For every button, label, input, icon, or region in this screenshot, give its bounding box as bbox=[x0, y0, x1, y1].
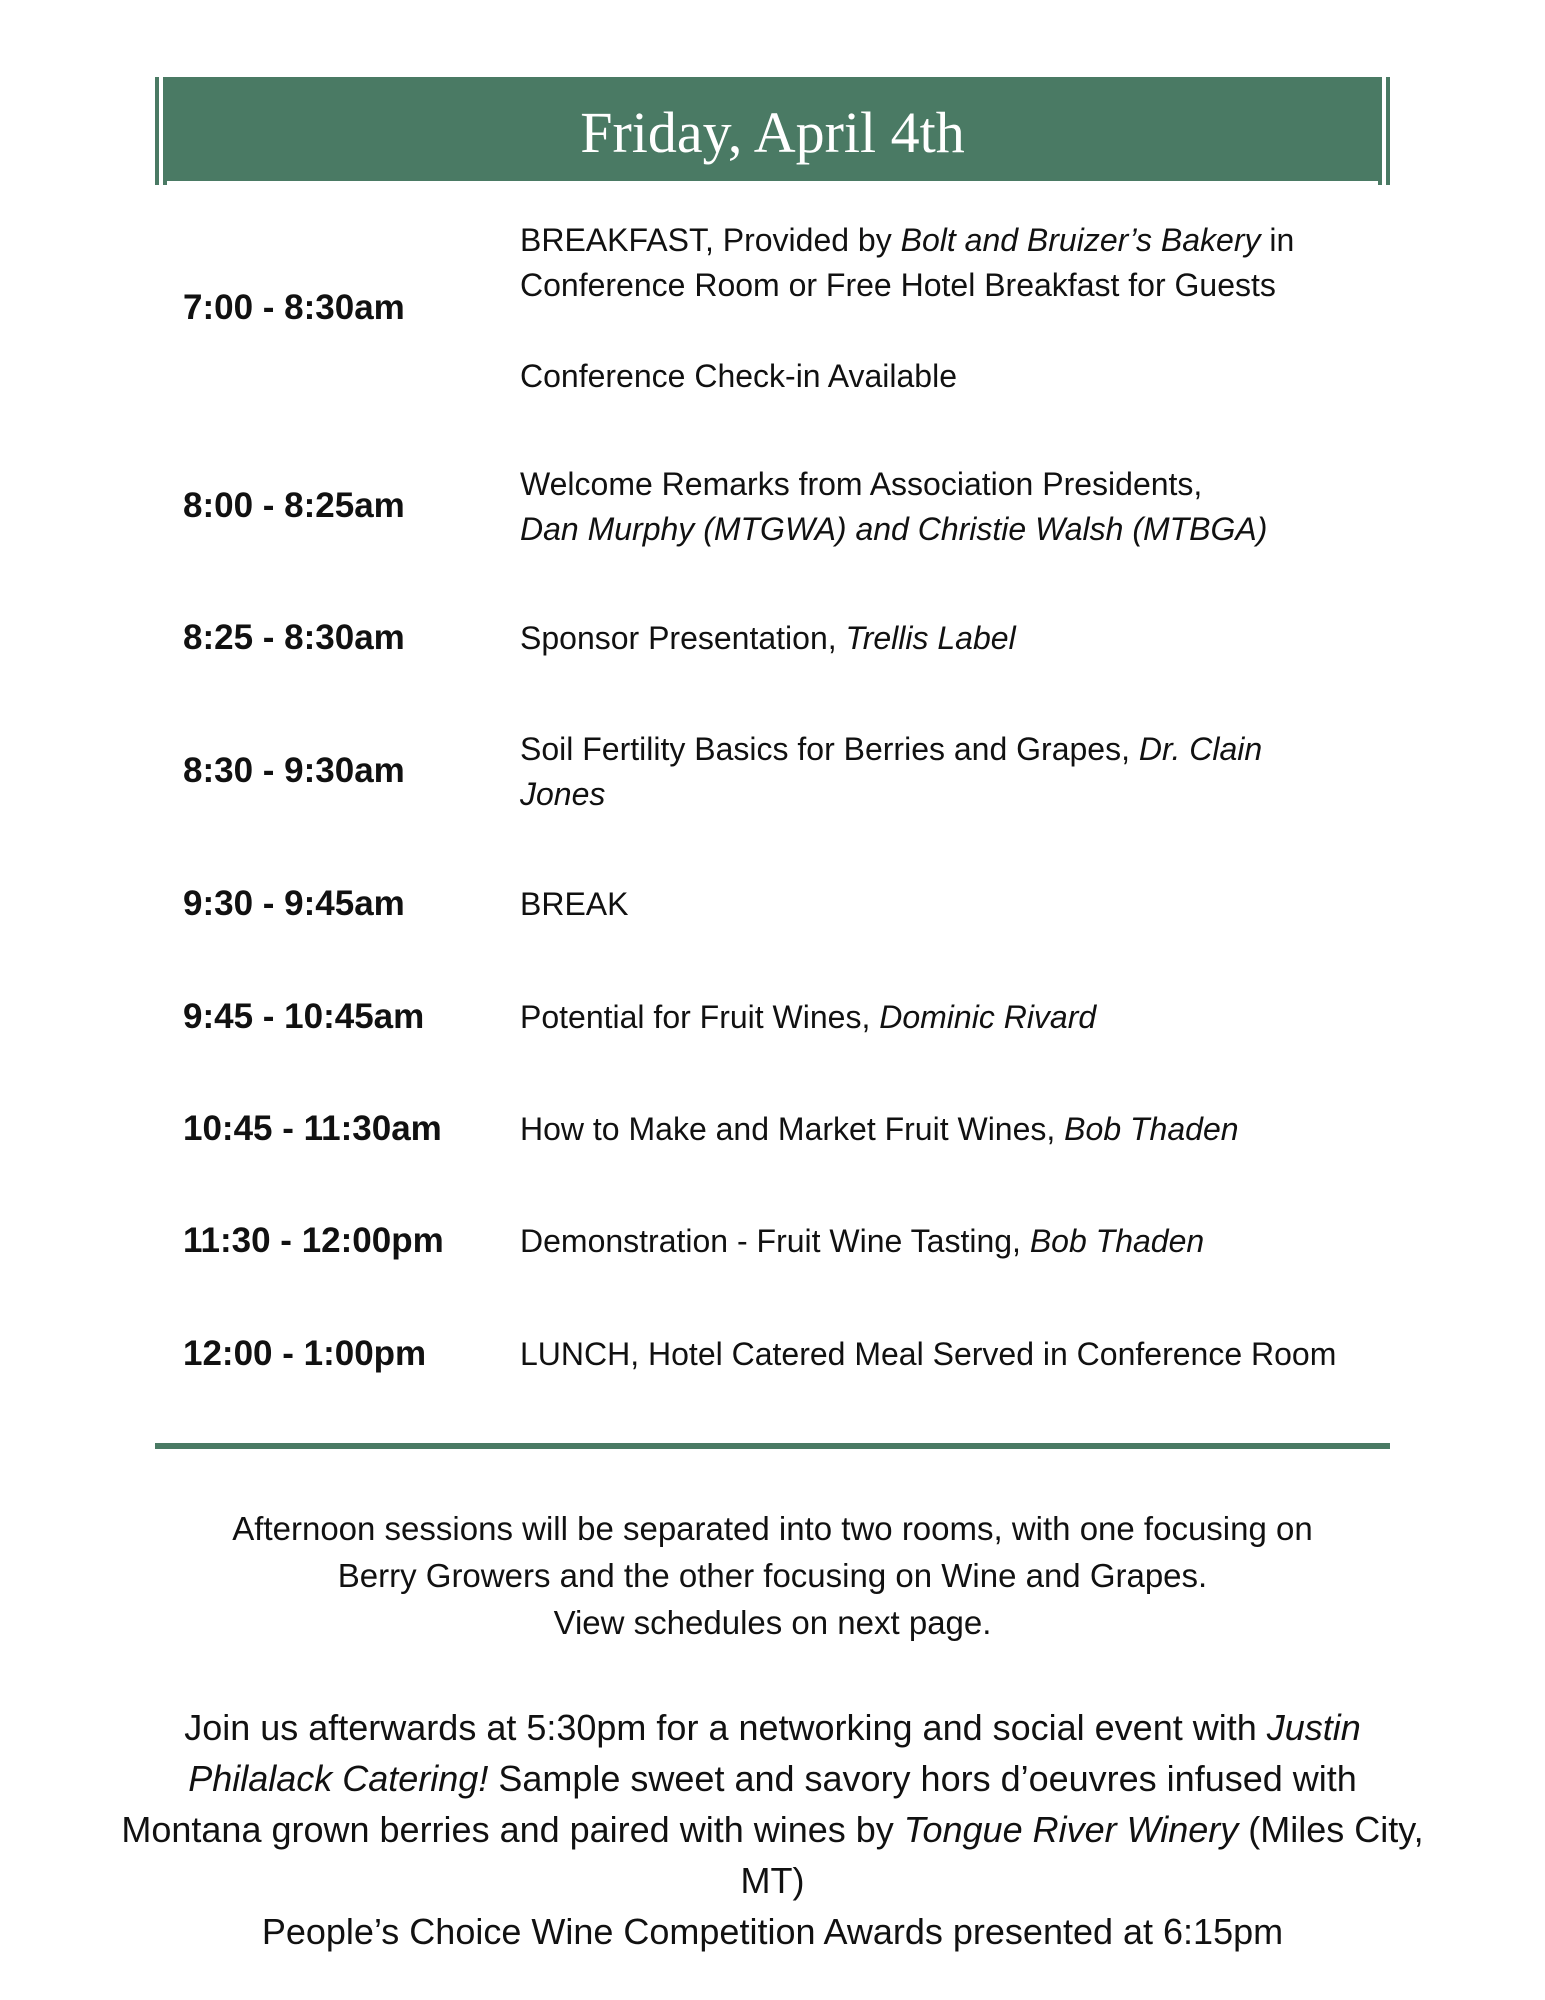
session-speakers: Dan Murphy (MTGWA) and Christie Walsh (MTBGA) bbox=[520, 511, 1268, 547]
session-description bbox=[520, 218, 1380, 308]
social-caterer: Justin Philalack Catering! bbox=[188, 1707, 1361, 1799]
session-description bbox=[520, 616, 1380, 661]
session-time: 8:30 - 9:30am bbox=[183, 751, 405, 790]
banner-left-rule bbox=[155, 77, 159, 185]
session-time: 7:00 - 8:30am bbox=[183, 288, 405, 327]
session-description: BREAK bbox=[520, 886, 629, 922]
session-title: Soil Fertility Basics for Berries and Grapes, bbox=[520, 731, 1139, 767]
page-title: Friday, April 4th bbox=[167, 77, 1378, 181]
afternoon-note-line: Berry Growers and the other focusing on Wine and Grapes. bbox=[337, 1557, 1208, 1594]
social-event-note bbox=[120, 1702, 1425, 1957]
day-header-banner bbox=[155, 77, 1390, 185]
session-time: 9:30 - 9:45am bbox=[183, 884, 405, 923]
session-speaker: Trellis Label bbox=[845, 620, 1016, 656]
session-provider: Bolt and Bruizer’s Bakery bbox=[900, 222, 1261, 258]
session-location: Conference Room or Free Hotel Breakfast for Guests bbox=[520, 267, 1276, 303]
banner-right-rule-inner bbox=[1378, 77, 1382, 185]
social-winery: Tongue River Winery bbox=[903, 1809, 1239, 1850]
session-description bbox=[520, 727, 1380, 817]
session-title: Potential for Fruit Wines, bbox=[520, 999, 880, 1035]
session-description bbox=[520, 462, 1380, 552]
afternoon-note-line: View schedules on next page. bbox=[553, 1604, 992, 1641]
afternoon-note bbox=[120, 1505, 1425, 1646]
session-time: 8:00 - 8:25am bbox=[183, 486, 405, 525]
checkin-note: Conference Check-in Available bbox=[520, 358, 957, 394]
session-speaker: Bob Thaden bbox=[1029, 1223, 1205, 1259]
session-title-tail: in bbox=[1260, 222, 1295, 258]
session-speaker: Dominic Rivard bbox=[879, 999, 1097, 1035]
social-intro: Join us afterwards at 5:30pm for a networking and social event with bbox=[184, 1707, 1267, 1748]
session-speaker: Bob Thaden bbox=[1064, 1111, 1239, 1147]
session-description bbox=[520, 1219, 1380, 1264]
section-divider bbox=[155, 1443, 1390, 1449]
banner-right-rule bbox=[1386, 77, 1390, 185]
session-title: Sponsor Presentation, bbox=[520, 620, 846, 656]
session-time: 9:45 - 10:45am bbox=[183, 997, 425, 1036]
session-time: 11:30 - 12:00pm bbox=[183, 1221, 444, 1260]
session-time: 8:25 - 8:30am bbox=[183, 618, 405, 657]
session-title: Welcome Remarks from Association Presidents, bbox=[520, 466, 1203, 502]
session-speaker-cont: Jones bbox=[520, 776, 606, 812]
session-description bbox=[520, 995, 1380, 1040]
session-title: BREAKFAST, Provided by bbox=[520, 222, 901, 258]
session-time: 12:00 - 1:00pm bbox=[183, 1334, 427, 1373]
session-speaker: Dr. Clain bbox=[1138, 731, 1263, 767]
banner-underline bbox=[167, 181, 1378, 185]
session-title: How to Make and Market Fruit Wines, bbox=[520, 1111, 1065, 1147]
social-location: (Miles City, MT) bbox=[740, 1809, 1424, 1901]
session-title: Demonstration - Fruit Wine Tasting, bbox=[520, 1223, 1030, 1259]
session-description bbox=[520, 1107, 1380, 1152]
session-time: 10:45 - 11:30am bbox=[183, 1109, 442, 1148]
awards-note: People’s Choice Wine Competition Awards presented at 6:15pm bbox=[261, 1911, 1284, 1952]
session-description: LUNCH, Hotel Catered Meal Served in Conference Room bbox=[520, 1336, 1337, 1372]
social-details: Sample sweet and savory hors d’oeuvres infused with Montana grown berries and paired with wines by bbox=[121, 1758, 1357, 1850]
afternoon-note-line: Afternoon sessions will be separated into two rooms, with one focusing on bbox=[232, 1510, 1313, 1547]
